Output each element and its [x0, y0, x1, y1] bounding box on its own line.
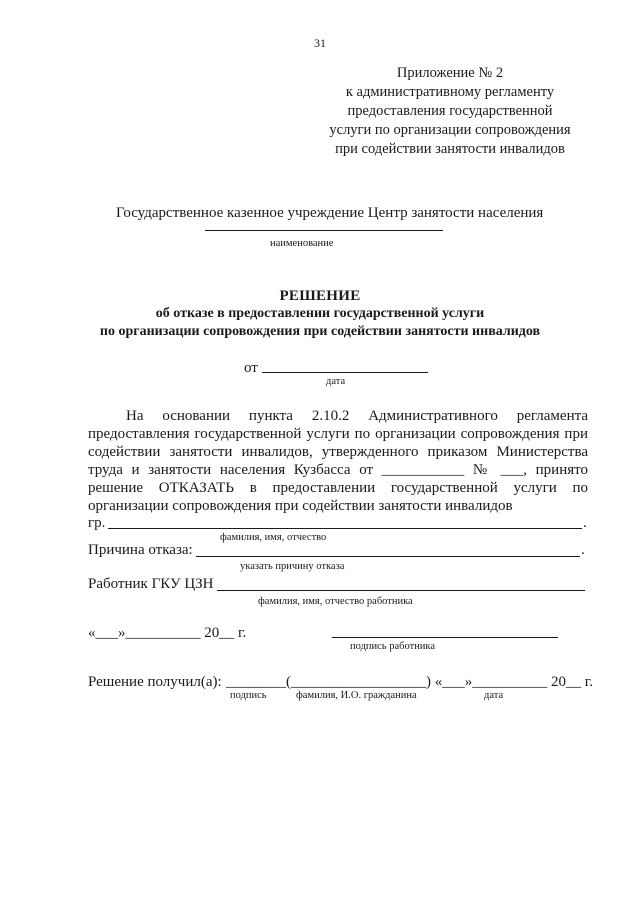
appendix-header	[310, 64, 590, 159]
appendix-line: услуги по организации сопровождения	[329, 122, 571, 138]
reason-caption: указать причину отказа	[240, 561, 345, 572]
appendix-line: при содействии занятости инвалидов	[335, 141, 565, 157]
document-subtitle-2: по организации сопровождения при содействии занятости инвалидов	[99, 324, 541, 339]
reason-label: Причина отказа:	[88, 542, 193, 558]
organization-name: Государственное казенное учреждение Центр занятости населения	[116, 205, 544, 221]
date-prefix: от	[244, 360, 258, 376]
appendix-line: предоставления государственной	[347, 103, 553, 119]
received-label: Решение получил(а):	[88, 674, 222, 690]
citizen-end: .	[583, 515, 587, 531]
citizen-underline	[108, 528, 582, 529]
organization-caption: наименование	[270, 238, 334, 249]
received-date-caption: дата	[484, 690, 504, 701]
worker-signature-underline	[332, 637, 558, 638]
page-number: 31	[314, 36, 326, 50]
reason-underline	[196, 556, 580, 557]
date-underline	[262, 372, 428, 373]
paragraph-line-5: решение ОТКАЗАТЬ в предоставлении государственной услуги по	[88, 480, 588, 496]
organization-underline	[205, 230, 443, 231]
paragraph-line-6: организации сопровождения при содействии занятости инвалидов	[88, 498, 513, 514]
paragraph-line-3: содействии занятости инвалидов, утвержденного приказом Министерства	[88, 444, 588, 460]
worker-caption: фамилия, имя, отчество работника	[258, 596, 413, 607]
citizen-caption: фамилия, имя, отчество	[220, 532, 327, 543]
document-title: РЕШЕНИЕ	[279, 288, 361, 304]
reason-end: .	[581, 542, 585, 558]
worker-signature-caption: подпись работника	[350, 641, 436, 652]
paragraph-line-4: труда и занятости населения Кузбасса от ___________ № ___, принято	[88, 462, 588, 478]
date-caption: дата	[326, 376, 346, 387]
document-subtitle-1: об отказе в предоставлении государственной услуги	[155, 306, 485, 321]
received-fields: ________(__________________) «___»__________ 20__ г.	[226, 674, 593, 690]
worker-label: Работник ГКУ ЦЗН	[88, 576, 214, 592]
paragraph-line-2: предоставления государственной услуги по организации сопровождения при	[88, 426, 588, 442]
citizen-prefix: гр.	[88, 515, 106, 531]
sign-date: «___»__________ 20__ г.	[88, 625, 247, 641]
appendix-line: Приложение № 2	[396, 65, 504, 81]
paragraph-line-1: На основании пункта 2.10.2 Административного регламента	[126, 408, 588, 424]
received-name-caption: фамилия, И.О. гражданина	[296, 690, 417, 701]
worker-underline	[217, 590, 585, 591]
received-signature-caption: подпись	[230, 690, 267, 701]
appendix-line: к административному регламенту	[345, 84, 555, 100]
